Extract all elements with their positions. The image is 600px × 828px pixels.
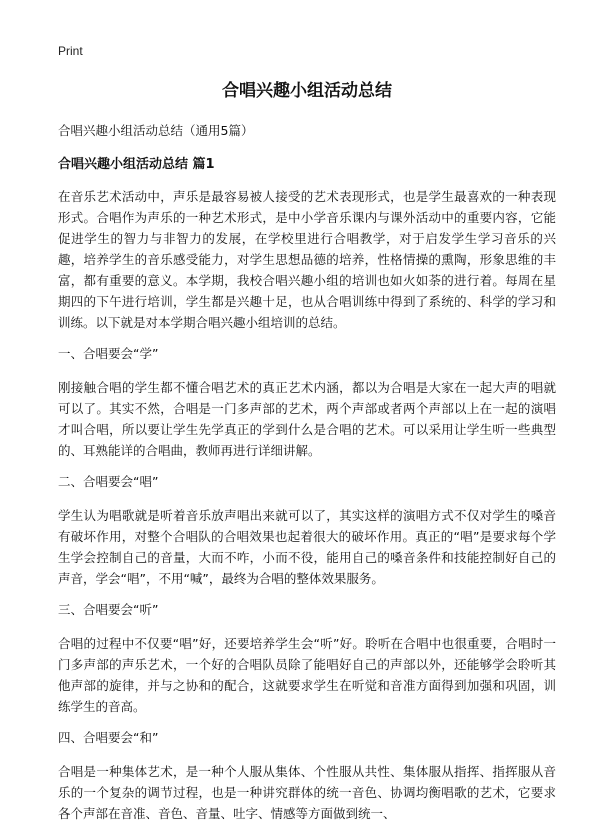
section-title: 合唱兴趣小组活动总结 篇1 — [58, 157, 215, 172]
point-heading-sing: 二、合唱要会“唱” — [58, 474, 159, 489]
point-body-sing: 学生认为唱歌就是听着音乐放声唱出来就可以了，其实这样的演唱方式不仅对学生的嗓音有破坏作用，对整个合唱队的合唱效果也起着很大的破坏作用。真正的“唱”是要求每个学生学会控制自己的音量，大而不咋，小而不役，能用自己的嗓音条件和技能控制好自己的声音，学会“唱”，不用“喊”，最终为合唱的整体效果服务。 — [58, 508, 556, 586]
point-body-listen: 合唱的过程中不仅要“唱”好，还要培养学生会“听”好。聆听在合唱中也很重要，合唱时一门多声部的声乐艺术，一个好的合唱队员除了能唱好自己的声部以外，还能够学会聆听其他声部的旋律，并与之协和的配合，这就要求学生在听觉和音准方面得到加强和巩固，训练学生的音高。 — [58, 636, 556, 714]
point-body-harmony: 合唱是一种集体艺术，是一种个人服从集体、个性服从共性、集体服从指挥、指挥服从音乐的一个复杂的调节过程，也是一种讲究群体的统一音色、协调均衡唱歌的艺术，它要求各个声部在音准、音色、音量、吐字、情感等方面做到统一、 — [58, 764, 556, 821]
page-title: 合唱兴趣小组活动总结 — [222, 81, 392, 101]
intro-paragraph: 在音乐艺术活动中，声乐是最容易被人接受的艺术表现形式，也是学生最喜欢的一种表现形式。合唱作为声乐的一种艺术形式，是中小学音乐课内与课外活动中的重要内容，它能促进学生的智力与非智力的发展，在学校里进行合唱教学，对于启发学生学习音乐的兴趣，培养学生的音乐感受能力，对学生思想品德的培养，性格情操的熏陶，形象思维的丰富，都有重要的意义。本学期，我校合唱兴趣小组的培训也如火如荼的进行着。每周在星期四的下午进行培训，学生都是兴趣十足，也从合唱训练中得到了系统的、科学的学习和训练。以下就是对本学期合唱兴趣小组培训的总结。 — [58, 189, 556, 330]
point-body-learn: 刚接触合唱的学生都不懂合唱艺术的真正艺术内涵，都以为合唱是大家在一起大声的唱就可以了。其实不然，合唱是一门多声部的艺术，两个声部或者两个声部以上在一起的演唱才叫合唱，所以要让学生先学真正的学到什么是合唱的艺术。可以采用让学生听一些典型的、耳熟能详的合唱曲，教师再进行详细讲解。 — [58, 380, 556, 458]
point-heading-learn: 一、合唱要会“学” — [58, 346, 159, 361]
print-label[interactable]: Print — [58, 44, 83, 58]
point-heading-listen: 三、合唱要会“听” — [58, 602, 159, 617]
point-heading-harmony: 四、合唱要会“和” — [58, 730, 159, 745]
document-subtitle: 合唱兴趣小组活动总结（通用5篇） — [58, 123, 254, 138]
